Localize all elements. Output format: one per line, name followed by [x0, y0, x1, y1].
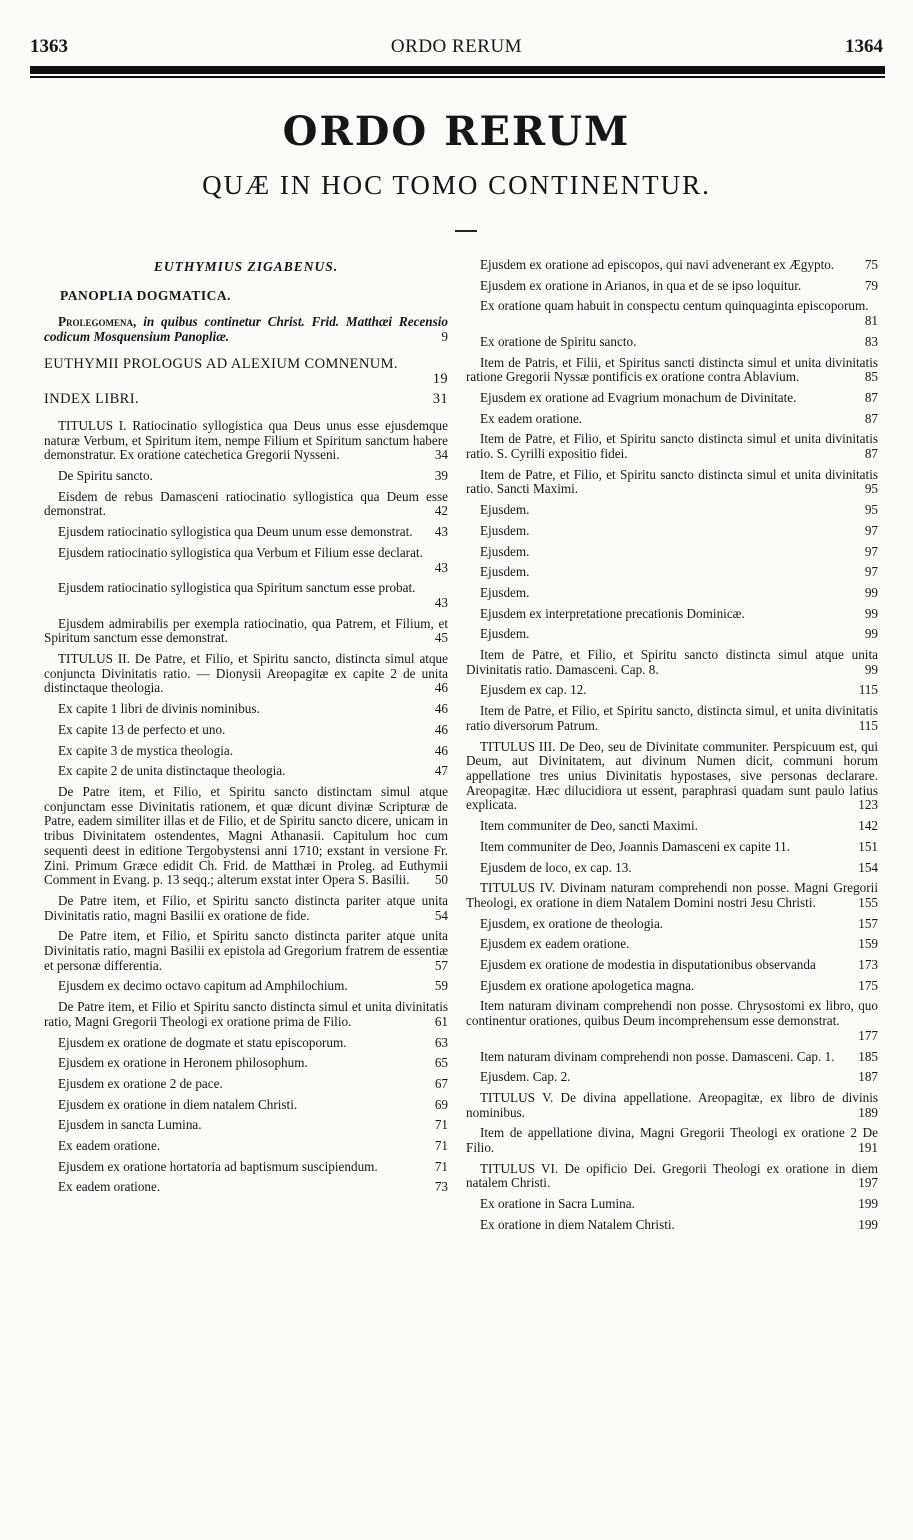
toc-entry — [466, 468, 878, 497]
page-ref: 73 — [417, 1180, 448, 1195]
entry-text: Ejusdem. — [480, 543, 530, 559]
toc-entry — [44, 744, 448, 759]
page-ref: 123 — [840, 798, 878, 813]
entry-text: Ex capite 1 libri de divinis nominibus. — [58, 701, 260, 717]
page-ref: 81 — [864, 313, 878, 329]
page-ref: 99 — [847, 663, 878, 678]
entry-text: Ex capite 3 de mystica theologia. — [58, 742, 234, 758]
page-ref: 47 — [417, 764, 448, 779]
toc-entry — [466, 819, 878, 834]
toc-entry — [44, 929, 448, 973]
toc-entry — [466, 917, 878, 932]
page-ref: 173 — [840, 958, 878, 973]
header-rule-thin — [30, 76, 885, 78]
entry-text: Item naturam divinam comprehendi non posse. Damasceni. Cap. 1. — [480, 1048, 835, 1064]
toc-entry — [466, 648, 878, 677]
toc-entry — [466, 432, 878, 461]
right-entry-list — [466, 258, 878, 1233]
entry-text: Ejusdem ex oratione ad episcopos, qui navi advenerant ex Ægypto. — [480, 257, 835, 272]
page-ref: 142 — [840, 819, 878, 834]
toc-entry — [466, 1162, 878, 1191]
author-heading: EUTHYMIUS ZIGABENUS. — [153, 259, 339, 274]
left-entry-list — [44, 419, 448, 1195]
page-ref: 197 — [840, 1176, 878, 1191]
page-ref: 159 — [840, 937, 878, 952]
toc-entry — [44, 1118, 448, 1133]
toc-entry — [44, 1098, 448, 1113]
page-ref: 61 — [417, 1015, 448, 1030]
page-ref: 71 — [417, 1118, 448, 1133]
page-ref: 34 — [417, 448, 448, 463]
entry-text: Ejusdem ex decimo octavo capitum ad Amphilochium. — [58, 978, 348, 994]
subtitle: QUÆ IN HOC TOMO CONTINENTUR. — [202, 170, 711, 200]
page-ref: 79 — [847, 279, 878, 294]
entry-text: Ejusdem ratiocinatio syllogistica qua Deum unum esse demonstrat. — [58, 524, 413, 540]
toc-entry — [466, 607, 878, 622]
toc-entry — [466, 1070, 878, 1085]
page-ref: 57 — [417, 959, 448, 974]
page-ref: 9 — [423, 330, 448, 345]
toc-entry — [466, 391, 878, 406]
page-ref: 39 — [417, 469, 448, 484]
page-ref: 95 — [847, 503, 878, 518]
toc-entry — [44, 1036, 448, 1051]
entry-text: Ex capite 2 de unita distinctaque theologia. — [58, 763, 286, 779]
toc-entry — [466, 1091, 878, 1120]
entry-text: Ex oratione de Spiritu sancto. — [480, 333, 637, 349]
toc-entry — [466, 258, 878, 273]
page-ref: 185 — [840, 1050, 878, 1065]
page-ref: 65 — [417, 1056, 448, 1071]
toc-entry — [44, 1000, 448, 1029]
toc-entry — [466, 412, 878, 427]
page-ref: 43 — [434, 594, 448, 610]
toc-entry — [44, 723, 448, 738]
toc-entry — [44, 469, 448, 484]
title-divider — [455, 230, 477, 232]
toc-entry — [466, 356, 878, 385]
toc-entry — [466, 1197, 878, 1212]
toc-entry — [44, 652, 448, 696]
page-ref: 75 — [847, 258, 878, 273]
toc-entry — [44, 764, 448, 779]
toc-entry — [44, 315, 448, 344]
entry-text: Item de Patre, et Filio, et Spiritu sancto distincta simul et unita divinitatis ratio. Sancti Maximi. — [466, 466, 878, 497]
entry-text: TITULUS I. Ratiocinatio syllogistica qua Deus unus esse ejusdemque naturæ Verbum, et Spiritum item, nempe Filium et Spiritum sanctum habere demonstratur. Ex oratione catechetica Gregorii Nysseni. — [44, 417, 448, 463]
entry-text: De Patre item, et Filio, et Spiritu sancto distincta pariter atque unita Divinitatis ratio, magni Basilii ex oratione de fide. — [44, 892, 448, 923]
entry-text: Ex oratione in diem Natalem Christi. — [480, 1216, 675, 1232]
page-ref: 83 — [847, 335, 878, 350]
entry-text: Ejusdem. Cap. 2. — [480, 1069, 571, 1085]
page-ref: 189 — [840, 1106, 878, 1121]
header-rule-thick — [30, 66, 885, 74]
toc-entry — [466, 740, 878, 814]
entry-text: Ejusdem, ex oratione de theologia. — [480, 915, 664, 931]
toc-entry — [44, 546, 448, 575]
entry-text: Ejusdem ex oratione de dogmate et statu episcoporum. — [58, 1034, 347, 1050]
toc-entry — [466, 937, 878, 952]
page-ref: 19 — [432, 370, 448, 387]
page-ref: 31 — [429, 392, 448, 407]
entry-text: De Patre item, et Filio, et Spiritu sancto distincta pariter atque unita Divinitatis ratio, magni Basilii ex epistola ad Gregorium fratrem de essentiæ et personæ differentia. — [44, 928, 448, 973]
entry-text: Ex oratione in Sacra Lumina. — [480, 1196, 635, 1212]
toc-entry — [44, 419, 448, 463]
toc-entry — [44, 581, 448, 610]
entry-text: Item de Patris, et Filii, et Spiritus sancti distincta simul et unita divinitatis ratione Gregorii Nyssæ pontificis ex oratione contra Ablavium. — [466, 354, 878, 385]
toc-entry — [44, 1056, 448, 1071]
page-ref: 50 — [417, 873, 448, 888]
entry-text: Ex eadem oratione. — [58, 1138, 161, 1154]
toc-entry — [466, 840, 878, 855]
page-ref: 87 — [847, 391, 878, 406]
toc-entry — [466, 1218, 878, 1233]
entry-text: Ejusdem ex oratione apologetica magna. — [480, 977, 695, 993]
page-ref: 95 — [847, 482, 878, 497]
page-ref: 99 — [847, 586, 878, 601]
work-heading: PANOPLIA DOGMATICA. — [60, 287, 231, 303]
entry-text: Ejusdem ex oratione hortatoria ad baptismum suscipiendum. — [58, 1158, 378, 1174]
entry-text: Ejusdem. — [480, 626, 530, 642]
page-ref: 71 — [417, 1139, 448, 1154]
toc-entry — [44, 1077, 448, 1092]
toc-entry — [466, 503, 878, 518]
page-ref: 99 — [847, 607, 878, 622]
entry-text: Ejusdem ex oratione de modestia in disputationibus observanda — [480, 957, 816, 973]
toc-entry — [466, 279, 878, 294]
entry-text: Item communiter de Deo, sancti Maximi. — [480, 818, 698, 834]
entry-text: TITULUS III. De Deo, seu de Divinitate communiter. Perspicuum est, qui Deum, aut Divinitatem, aut divinum Numen dicit, communi horum appellatione tres unius Divinitatis hypostases, sive personas declarare. Areopagitæ. Hæc dilucidiora ut essent, paraphrasi quadam sunt paulo latius explicata. — [466, 738, 878, 813]
entry-text: Ejusdem ex oratione in Heronem philosophum. — [58, 1055, 308, 1071]
page-ref: 63 — [417, 1036, 448, 1051]
toc-entry — [44, 357, 448, 386]
page-ref: 99 — [847, 627, 878, 642]
right-column — [466, 258, 878, 1239]
entry-text: Item de appellatione divina, Magni Gregorii Theologi ex oratione 2 De Filio. — [466, 1125, 878, 1156]
entry-text: Ejusdem. — [480, 584, 530, 600]
left-column — [44, 258, 448, 1201]
toc-entry — [44, 617, 448, 646]
toc-entry — [466, 979, 878, 994]
page-ref: 67 — [417, 1077, 448, 1092]
entry-text: Ejusdem ex oratione ad Evagrium monachum de Divinitate. — [480, 389, 797, 405]
entry-text: Ejusdem. — [480, 502, 530, 518]
entry-text: Ex eadem oratione. — [480, 410, 583, 426]
running-title: ORDO RERUM — [390, 36, 523, 57]
main-title: ORDO RERUM — [282, 108, 631, 155]
page-ref: 42 — [417, 504, 448, 519]
toc-entry — [466, 704, 878, 733]
prolegomena-label: Prolegomena, — [58, 314, 137, 330]
toc-entry — [466, 1050, 878, 1065]
toc-entry — [44, 392, 448, 407]
entry-text: Ejusdem de loco, ex cap. 13. — [480, 859, 632, 875]
page-ref: 115 — [841, 683, 878, 698]
toc-entry — [466, 565, 878, 580]
page-number-left: 1363 — [30, 36, 68, 57]
toc-entry — [466, 335, 878, 350]
entry-text: TITULUS IV. Divinam naturam comprehendi non posse. Magni Gregorii Theologi, ex oratione in diem Natalem Domini nostri Jesu Christi. — [466, 880, 878, 910]
entry-text: Item de Patre, et Filio, et Spiritu sancto distincta simul atque unita Divinitatis ratio. Damasceni. Cap. 8. — [466, 647, 878, 677]
toc-entry — [466, 586, 878, 601]
index-title: INDEX LIBRI. — [44, 391, 140, 408]
entry-text: Ejusdem ex oratione in diem natalem Christi. — [58, 1096, 298, 1112]
toc-entry — [466, 545, 878, 560]
page-ref: 54 — [417, 909, 448, 924]
page-ref: 191 — [840, 1141, 878, 1156]
toc-entry — [466, 683, 878, 698]
entry-text: Item naturam divinam comprehendi non posse. Chrysostomi ex libro, quo continentur orationes, quibus Deum incomprehensum esse demonstrat. — [466, 998, 878, 1029]
toc-entry — [44, 1160, 448, 1175]
entry-text: Ejusdem admirabilis per exempla ratiocinatio, qua Patrem, et Filium, et Spiritum sanctum esse demonstrat. — [44, 615, 448, 646]
entry-text: Ejusdem. — [480, 564, 530, 580]
entry-text: Ex oratione quam habuit in conspectu centum quinquaginta episcoporum. — [480, 298, 869, 314]
toc-entry — [466, 881, 878, 910]
page-ref: 175 — [840, 979, 878, 994]
running-head — [30, 36, 883, 62]
page-ref: 97 — [847, 565, 878, 580]
toc-entry — [44, 894, 448, 923]
entry-text: TITULUS VI. De opificio Dei. Gregorii Theologi ex oratione in diem natalem Christi. — [466, 1160, 878, 1191]
toc-entry — [466, 861, 878, 876]
entry-text: De Patre item, et Filio et Spiritu sancto distincta simul et unita divinitatis ratio, Magni Gregorii Theologi ex oratione prima de Filio. — [44, 999, 448, 1029]
entry-text: Item de Patre, et Filio, et Spiritu sancto distincta simul et unita divinitatis ratio. S. Cyrilli expositio fidei. — [466, 431, 878, 462]
entry-text: Item de Patre, et Filio, et Spiritu sancto, distincta simul, et unita divinitatis ratio diversorum Patrum. — [466, 703, 878, 733]
page-ref: 154 — [840, 861, 878, 876]
toc-entry — [44, 1180, 448, 1195]
toc-entry — [466, 958, 878, 973]
page-ref: 157 — [840, 917, 878, 932]
page-ref: 199 — [840, 1197, 878, 1212]
page-ref: 97 — [847, 545, 878, 560]
page-ref: 151 — [840, 840, 878, 855]
toc-entry — [44, 1139, 448, 1154]
page-ref: 97 — [847, 524, 878, 539]
page-ref: 46 — [417, 744, 448, 759]
entry-text: De Spiritu sancto. — [58, 468, 153, 484]
page-ref: 59 — [417, 979, 448, 994]
page-ref: 45 — [417, 631, 448, 646]
entry-text: Ejusdem ex interpretatione precationis Dominicæ. — [480, 605, 745, 621]
toc-entry — [44, 702, 448, 717]
toc-entry — [466, 299, 878, 328]
toc-entry — [44, 525, 448, 540]
page-ref: 43 — [417, 525, 448, 540]
entry-text: Ejusdem ex oratione 2 de pace. — [58, 1075, 223, 1091]
page-ref: 87 — [847, 412, 878, 427]
page-ref: 71 — [417, 1160, 448, 1175]
page-ref: 43 — [434, 559, 448, 575]
entry-text: Ex eadem oratione. — [58, 1179, 161, 1195]
entry-text: Ejusdem ex oratione in Arianos, in qua et de se ipso loquitur. — [480, 277, 802, 293]
page-ref: 46 — [417, 702, 448, 717]
entry-text: Ex capite 13 de perfecto et uno. — [58, 721, 226, 737]
entry-text: De Patre item, et Filio, et Spiritu sancto distinctam simul atque conjunctam esse Divinitatis rationem, et quæ dicunt divinæ Scripturæ de Patre, eadem similiter illas et de Filio, et de Spiritu sancto dicere, unicam in tribus Divinitatem ostendentes, Magni Athanasii. Capitulum hoc cum sequenti deest in editione Tergobystensi anni 1710; exstant in versione Fr. Zini. Primum Græce edidit Ch. Frid. de Matthæi in Proleg. ad Euthymii Comment in Evang. p. 13 seqq.; alterum exstat inter Opera S. Basilii. — [44, 783, 448, 888]
page-ref: 87 — [847, 447, 878, 462]
page-number-right: 1364 — [845, 36, 883, 57]
entry-text: Ejusdem ratiocinatio syllogistica qua Spiritum sanctum esse probat. — [58, 580, 416, 596]
page-ref: 115 — [841, 719, 878, 734]
prolegomena-text: in quibus continetur Christ. Frid. Matthæi Recensio codicum Mosquensium Panopliæ. — [44, 314, 448, 345]
entry-text: TITULUS II. De Patre, et Filio, et Spiritu sancto, distincta simul atque conjuncta Divinitatis ratio. — Dionysii Areopagitæ ex capite 2 de unita distinctaque theologia. — [44, 651, 448, 696]
page-ref: 46 — [417, 681, 448, 696]
entry-text: Ejusdem ex cap. 12. — [480, 682, 587, 698]
toc-entry — [44, 979, 448, 994]
toc-entry — [44, 785, 448, 888]
entry-text: Ejusdem ex eadem oratione. — [480, 936, 630, 952]
entry-text: Item communiter de Deo, Joannis Damasceni ex capite 11. — [480, 838, 791, 854]
page-ref: 199 — [840, 1218, 878, 1233]
toc-entry — [466, 627, 878, 642]
page-ref: 177 — [858, 1027, 878, 1043]
toc-entry — [466, 999, 878, 1043]
page-ref: 69 — [417, 1098, 448, 1113]
toc-entry — [466, 1126, 878, 1155]
page-ref: 46 — [417, 723, 448, 738]
entry-text: TITULUS V. De divina appellatione. Areopagitæ, ex libro de divinis nominibus. — [466, 1089, 878, 1120]
toc-entry — [44, 490, 448, 519]
entry-text: Ejusdem. — [480, 522, 530, 538]
page-ref: 155 — [840, 896, 878, 911]
entry-text: Ejusdem in sancta Lumina. — [58, 1117, 202, 1133]
entry-text: Eisdem de rebus Damasceni ratiocinatio syllogistica qua Deum esse demonstrat. — [44, 488, 448, 519]
toc-entry — [466, 524, 878, 539]
prologus-title: EUTHYMII PROLOGUS AD ALEXIUM COMNENUM. — [44, 355, 398, 372]
entry-text: Ejusdem ratiocinatio syllogistica qua Verbum et Filium esse declarat. — [58, 544, 423, 560]
page-ref: 187 — [840, 1070, 878, 1085]
page-ref: 85 — [847, 370, 878, 385]
